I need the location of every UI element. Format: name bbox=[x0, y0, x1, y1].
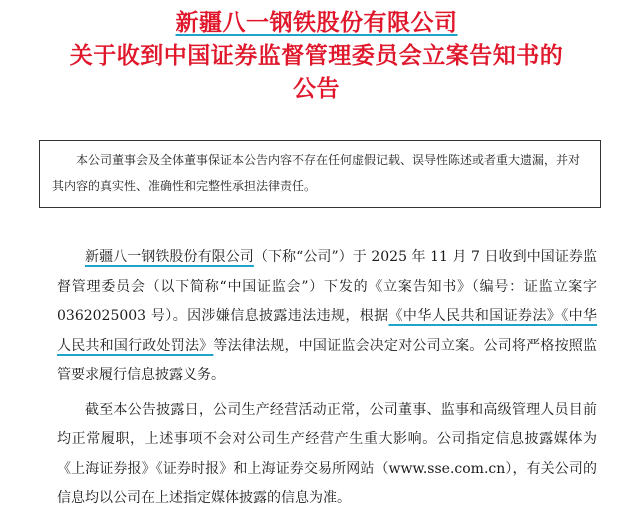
disclaimer-box bbox=[39, 140, 601, 208]
administrative-penalty-law-link: 《中华人民共和国行政处罚法》 bbox=[57, 308, 598, 354]
disclaimer-text: 本公司董事会及全体董事保证本公告内容不存在任何虚假记载、误导性陈述或者重大遗漏，并对其内容的真实性、准确性和完整性承担法律责任。 bbox=[52, 153, 581, 193]
paragraph-1 bbox=[57, 243, 597, 391]
page-title-line3: 公告 bbox=[293, 75, 340, 102]
company-name-link: 新疆八一钢铁股份有限公司 bbox=[85, 249, 254, 265]
paragraph-2: 截至本公告披露日，公司生产经营活动正常，公司董事、监事和高级管理人员目前均正常履职，上述事项不会对公司生产经营产生重大影响。公司指定信息披露媒体为《上海证券报》《证券时报》和上海证券交易所网站（www.sse.com.cn），有关公司的信息均以公司在上述指定媒体披露的信息为准。 bbox=[57, 401, 597, 506]
paragraph-1-text-a: （下称“公司”）于 2025 年 11 月 7 日收到中国证券监督管理委员会（以下简称“中国证监会”）下发的《立案告知书》（编号：证监立案字 0362025003 号）。因涉嫌信息披露违法违规，根据 bbox=[57, 249, 597, 324]
securities-law-link: 《中华人民共和国证券法》 bbox=[388, 308, 562, 324]
paragraph-1-text-b: 等法律法规，中国证监会决定对公司立案。公司将严格按照监管要求履行信息披露义务。 bbox=[57, 337, 598, 383]
page-title-line2: 关于收到中国证券监督管理委员会立案告知书的 bbox=[69, 42, 564, 69]
company-name-title: 新疆八一钢铁股份有限公司 bbox=[175, 9, 458, 36]
announcement-body bbox=[57, 243, 597, 514]
page-title-company bbox=[0, 9, 633, 37]
